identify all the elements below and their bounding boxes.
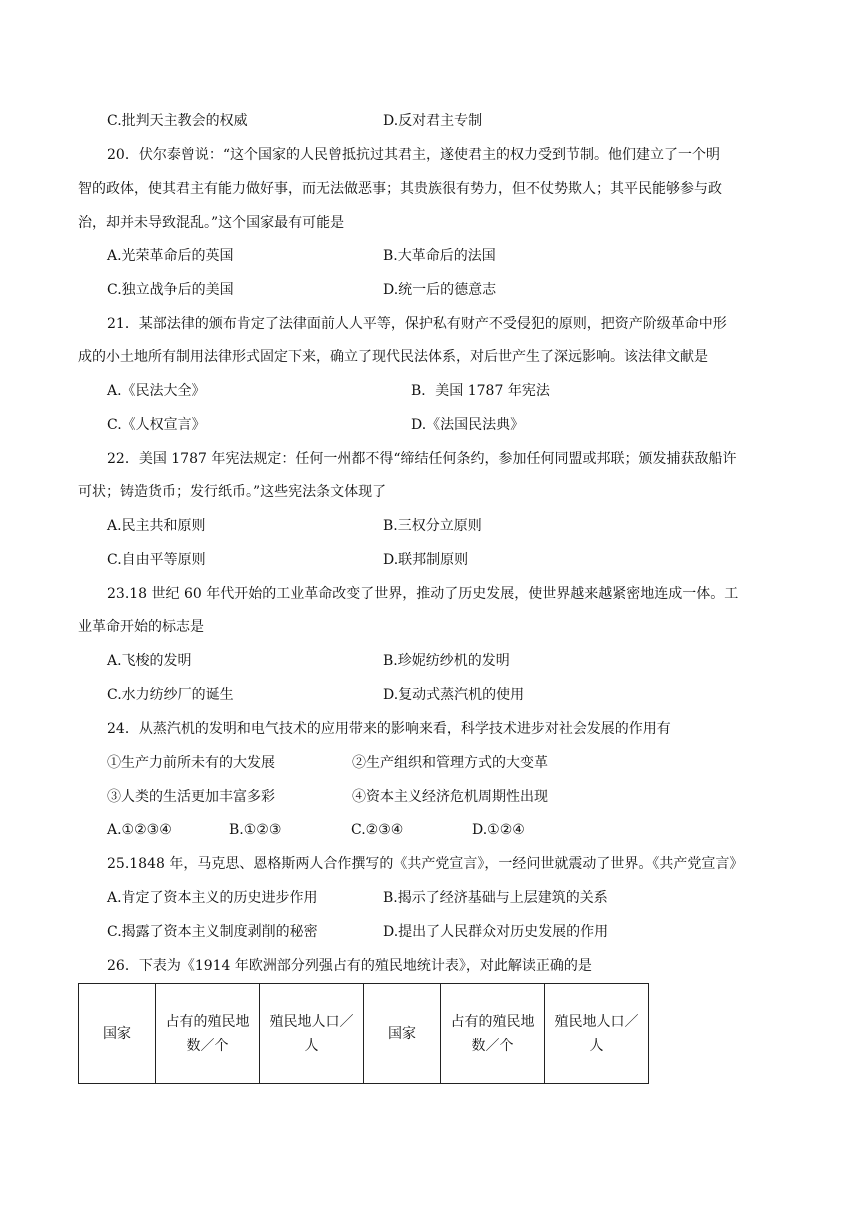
q21-stem-line-2: 成的小土地所有制用法律形式固定下来，确立了现代民法体系，对后世产生了深远影响。该法律文献是 — [78, 349, 708, 365]
q22-option-b: B.三权分立原则 — [383, 518, 482, 534]
table-header-cell: 占有的殖民地数／个 — [441, 984, 545, 1084]
q23-stem-line-2: 业革命开始的标志是 — [78, 619, 204, 635]
q24-item-2: ②生产组织和管理方式的大变革 — [352, 755, 548, 771]
table-header-cell: 国家 — [79, 984, 156, 1084]
q20-stem-line-2: 智的政体，使其君主有能力做好事，而无法做恶事；其贵族很有势力，但不仗势欺人；其平民能够参与政 — [78, 181, 722, 197]
q21-option-c: C.《人权宣言》 — [107, 417, 206, 433]
q24-option-a: A.①②③④ — [107, 822, 172, 838]
q24-stem-line-1: 24．从蒸汽机的发明和电气技术的应用带来的影响来看，科学技术进步对社会发展的作用有 — [107, 721, 671, 737]
q24-option-d: D.①②④ — [472, 822, 525, 838]
q19-option-c: C.批判天主教会的权威 — [107, 113, 248, 129]
q20-option-c: C.独立战争后的美国 — [107, 282, 234, 298]
q24-option-b: B.①②③ — [229, 822, 282, 838]
q22-stem-line-1: 22．美国 1787 年宪法规定：任何一州都不得“缔结任何条约，参加任何同盟或邦联；颁发捕获敌船许 — [107, 451, 737, 467]
q22-option-a: A.民主共和原则 — [107, 518, 206, 534]
q23-option-b: B.珍妮纺纱机的发明 — [383, 653, 510, 669]
q24-item-3: ③人类的生活更加丰富多彩 — [107, 789, 275, 805]
table-header-row — [79, 984, 649, 1084]
q21-option-b: B．美国 1787 年宪法 — [411, 383, 550, 399]
table-header-cell: 殖民地人口／人 — [260, 984, 364, 1084]
q25-stem-line-1: 25.1848 年，马克思、恩格斯两人合作撰写的《共产党宣言》，一经问世就震动了世界。《共产党宣言》 — [107, 856, 744, 872]
q23-option-d: D.复动式蒸汽机的使用 — [383, 687, 525, 703]
q20-option-d: D.统一后的德意志 — [383, 282, 497, 298]
table-header-cell: 国家 — [364, 984, 441, 1084]
colony-statistics-table — [78, 983, 649, 1084]
q20-option-b: B.大革命后的法国 — [383, 248, 496, 264]
table-header-cell: 占有的殖民地数／个 — [156, 984, 260, 1084]
q25-option-d: D.提出了人民群众对历史发展的作用 — [383, 924, 609, 940]
q19-option-d: D.反对君主专制 — [383, 113, 483, 129]
q26-stem-line-1: 26．下表为《1914 年欧洲部分列强占有的殖民地统计表》，对此解读正确的是 — [107, 958, 592, 974]
q22-option-c: C.自由平等原则 — [107, 552, 206, 568]
q24-item-1: ①生产力前所未有的大发展 — [107, 755, 275, 771]
q23-stem-line-1: 23.18 世纪 60 年代开始的工业革命改变了世界，推动了历史发展，使世界越来越紧密地连成一体。工 — [107, 586, 739, 602]
table-header-cell: 殖民地人口／人 — [545, 984, 649, 1084]
q24-item-4: ④资本主义经济危机周期性出现 — [352, 789, 548, 805]
q20-option-a: A.光荣革命后的英国 — [107, 248, 234, 264]
q23-option-a: A.飞梭的发明 — [107, 653, 192, 669]
q24-option-c: C.②③④ — [351, 822, 404, 838]
q25-option-c: C.揭露了资本主义制度剥削的秘密 — [107, 924, 318, 940]
q25-option-b: B.揭示了经济基础与上层建筑的关系 — [383, 890, 608, 906]
q20-stem-line-3: 治，却并未导致混乱。”这个国家最有可能是 — [78, 215, 345, 231]
q22-option-d: D.联邦制原则 — [383, 552, 469, 568]
q23-option-c: C.水力纺纱厂的诞生 — [107, 687, 234, 703]
q21-option-a: A.《民法大全》 — [107, 383, 206, 399]
q22-stem-line-2: 可状；铸造货币；发行纸币。”这些宪法条文体现了 — [78, 484, 387, 500]
q21-stem-line-1: 21．某部法律的颁布肯定了法律面前人人平等，保护私有财产不受侵犯的原则，把资产阶级革命中形 — [107, 316, 727, 332]
q20-stem-line-1: 20．伏尔泰曾说：“这个国家的人民曾抵抗过其君主，遂使君主的权力受到节制。他们建立了一个明 — [107, 147, 720, 163]
q21-option-d: D.《法国民法典》 — [411, 417, 525, 433]
q25-option-a: A.肯定了资本主义的历史进步作用 — [107, 890, 318, 906]
